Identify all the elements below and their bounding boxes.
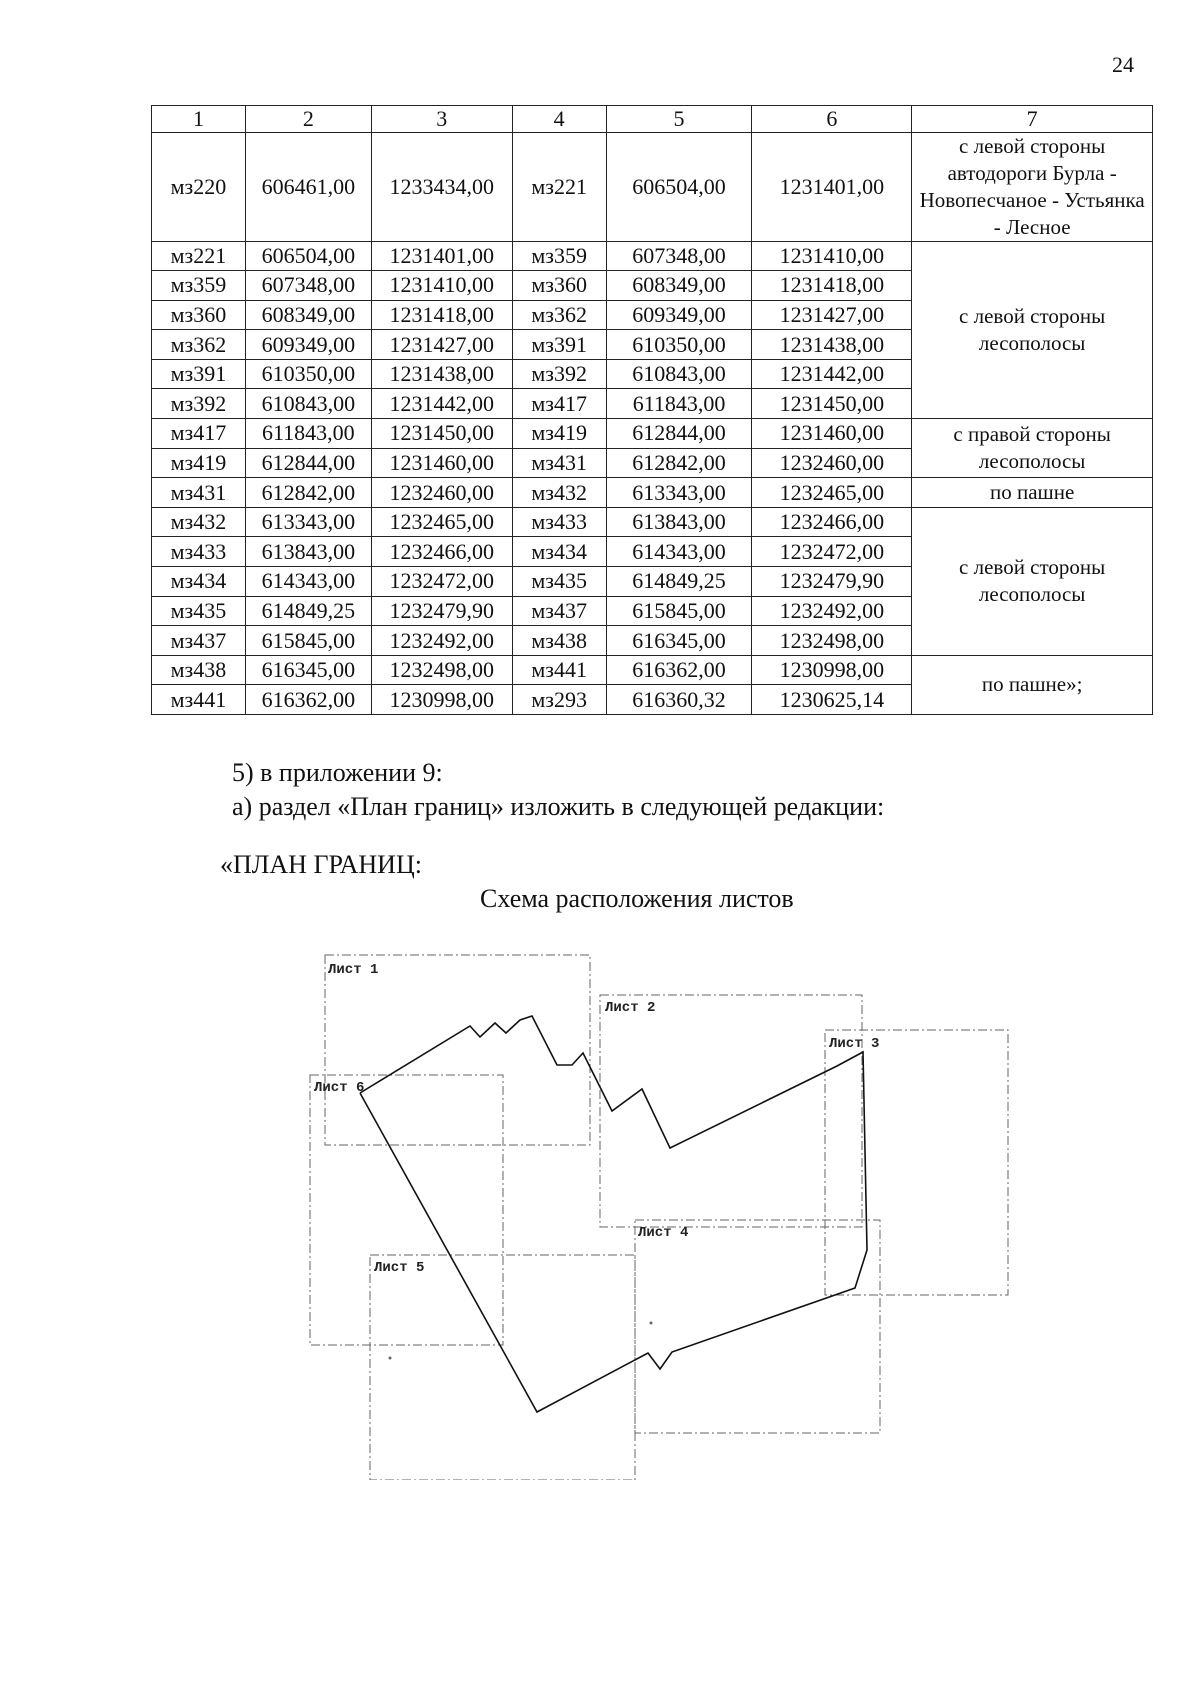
table-cell: 612842,00 <box>245 478 371 508</box>
description-cell: с правой стороны лесополосы <box>912 419 1153 478</box>
table-cell: 1230998,00 <box>752 655 912 685</box>
sheet-frame-6 <box>310 1075 503 1345</box>
sheet-label-4: Лист 4 <box>638 1225 689 1241</box>
table-cell: 610350,00 <box>245 359 371 389</box>
header-cell: 6 <box>752 106 912 133</box>
table-cell: 1232492,00 <box>752 596 912 626</box>
table-cell: 1231427,00 <box>752 300 912 330</box>
table-cell: 608349,00 <box>245 300 371 330</box>
table-cell: мз362 <box>152 330 246 360</box>
table-cell: 612842,00 <box>606 448 752 478</box>
boundary-coordinates-table <box>151 105 1153 715</box>
table-cell: мз433 <box>152 537 246 567</box>
sheet-label-5: Лист 5 <box>374 1260 425 1276</box>
table-cell: мз391 <box>512 330 606 360</box>
annex-item-text: 5) в приложении 9: <box>232 758 443 787</box>
table-cell: 1231460,00 <box>752 419 912 449</box>
table-cell: 1232492,00 <box>371 626 512 656</box>
table-cell: 1231418,00 <box>371 300 512 330</box>
table-cell: мз360 <box>152 300 246 330</box>
table-cell: мз438 <box>152 655 246 685</box>
table-cell: 610843,00 <box>245 389 371 419</box>
table-cell: 615845,00 <box>606 596 752 626</box>
plan-heading: «ПЛАН ГРАНИЦ: <box>220 850 422 879</box>
table-row <box>152 133 1153 242</box>
table-cell: мз437 <box>152 626 246 656</box>
table-cell: 616362,00 <box>245 685 371 715</box>
table-cell: 607348,00 <box>606 241 752 271</box>
table-cell: 1231427,00 <box>371 330 512 360</box>
table-cell: 609349,00 <box>606 300 752 330</box>
sheet-frame-4 <box>635 1220 880 1433</box>
table-cell: мз432 <box>152 507 246 537</box>
description-cell: с левой стороны лесополосы <box>912 507 1153 655</box>
table-cell: мз431 <box>152 478 246 508</box>
table-cell: 1231460,00 <box>371 448 512 478</box>
table-cell: 606504,00 <box>245 241 371 271</box>
description-cell: по пашне <box>912 478 1153 508</box>
header-cell: 7 <box>912 106 1153 133</box>
table-cell: 1231401,00 <box>371 241 512 271</box>
table-cell: 1232479,90 <box>371 596 512 626</box>
table-cell: 614849,25 <box>245 596 371 626</box>
table-cell: мз437 <box>512 596 606 626</box>
table-cell: мз391 <box>152 359 246 389</box>
table-cell: мз360 <box>512 271 606 301</box>
table-cell: 1230625,14 <box>752 685 912 715</box>
table-cell: мз434 <box>152 567 246 597</box>
header-cell: 1 <box>152 106 246 133</box>
table-cell: 1232466,00 <box>752 507 912 537</box>
map-dot <box>389 1357 392 1360</box>
table-cell: 1232460,00 <box>752 448 912 478</box>
table-cell: мз431 <box>512 448 606 478</box>
table-cell: 1232460,00 <box>371 478 512 508</box>
table-cell: мз293 <box>512 685 606 715</box>
table-cell: мз441 <box>152 685 246 715</box>
table-cell: 613343,00 <box>245 507 371 537</box>
sheet-layout-scheme <box>300 940 1060 1480</box>
table-cell: мз419 <box>152 448 246 478</box>
table-cell: 1232465,00 <box>371 507 512 537</box>
description-cell: с левой стороны автодороги Бурла - Новопесчаное - Устьянка - Лесное <box>912 133 1153 242</box>
table-cell: 1231410,00 <box>752 241 912 271</box>
table-cell: мз221 <box>512 133 606 242</box>
table-cell: 1232498,00 <box>371 655 512 685</box>
table-header-row <box>152 106 1153 133</box>
table-cell: 1232472,00 <box>752 537 912 567</box>
sheet-label-6: Лист 6 <box>314 1080 365 1096</box>
table-cell: мз435 <box>152 596 246 626</box>
description-cell: по пашне»; <box>912 655 1153 714</box>
table-cell: мз392 <box>512 359 606 389</box>
table-row <box>152 478 1153 508</box>
table-cell: 613843,00 <box>606 507 752 537</box>
table-cell: мз359 <box>512 241 606 271</box>
table-cell: 1231442,00 <box>752 359 912 389</box>
table-cell: мз432 <box>512 478 606 508</box>
table-cell: 1233434,00 <box>371 133 512 242</box>
table-cell: 1231442,00 <box>371 389 512 419</box>
table-cell: мз221 <box>152 241 246 271</box>
sheet-label-2: Лист 2 <box>605 1000 656 1016</box>
table-cell: 610350,00 <box>606 330 752 360</box>
table-cell: 606504,00 <box>606 133 752 242</box>
sheet-frame-2 <box>600 995 862 1227</box>
header-cell: 5 <box>606 106 752 133</box>
sheet-frame-1 <box>325 955 590 1145</box>
table-cell: 1232472,00 <box>371 567 512 597</box>
header-cell: 2 <box>245 106 371 133</box>
sheet-label-1: Лист 1 <box>328 962 379 978</box>
table-cell: 1231410,00 <box>371 271 512 301</box>
table-cell: мз359 <box>152 271 246 301</box>
table-cell: мз438 <box>512 626 606 656</box>
map-dot <box>650 1322 653 1325</box>
page-number: 24 <box>1112 52 1134 77</box>
table-cell: 608349,00 <box>606 271 752 301</box>
table-cell: 1231401,00 <box>752 133 912 242</box>
table-cell: 612844,00 <box>606 419 752 449</box>
table-cell: мз417 <box>512 389 606 419</box>
table-cell: 613843,00 <box>245 537 371 567</box>
table-cell: 611843,00 <box>245 419 371 449</box>
table-cell: 1232479,90 <box>752 567 912 597</box>
table-cell: 1231450,00 <box>371 419 512 449</box>
table-row <box>152 241 1153 271</box>
table-cell: мз362 <box>512 300 606 330</box>
table-cell: 1232498,00 <box>752 626 912 656</box>
table-row <box>152 655 1153 685</box>
table-row <box>152 507 1153 537</box>
table-cell: 616345,00 <box>245 655 371 685</box>
table-cell: 611843,00 <box>606 389 752 419</box>
sheet-frame-5 <box>370 1255 635 1480</box>
sheet-frame-3 <box>825 1030 1008 1295</box>
table-cell: 1231418,00 <box>752 271 912 301</box>
table-cell: 615845,00 <box>245 626 371 656</box>
table-cell: 1231438,00 <box>371 359 512 389</box>
table-cell: 614849,25 <box>606 567 752 597</box>
table-cell: 612844,00 <box>245 448 371 478</box>
table-cell: 1231438,00 <box>752 330 912 360</box>
header-cell: 4 <box>512 106 606 133</box>
table-cell: 616345,00 <box>606 626 752 656</box>
table-cell: мз220 <box>152 133 246 242</box>
section-amendment-text: а) раздел «План границ» изложить в следующей редакции: <box>232 792 885 821</box>
scheme-title: Схема расположения листов <box>480 884 794 913</box>
table-cell: 616362,00 <box>606 655 752 685</box>
table-cell: 614343,00 <box>606 537 752 567</box>
table-cell: 607348,00 <box>245 271 371 301</box>
table-cell: мз434 <box>512 537 606 567</box>
table-cell: 609349,00 <box>245 330 371 360</box>
table-cell: 616360,32 <box>606 685 752 715</box>
table-cell: 1232466,00 <box>371 537 512 567</box>
table-cell: 1232465,00 <box>752 478 912 508</box>
table-cell: 613343,00 <box>606 478 752 508</box>
table-cell: 610843,00 <box>606 359 752 389</box>
table-cell: 1230998,00 <box>371 685 512 715</box>
table-cell: мз435 <box>512 567 606 597</box>
header-cell: 3 <box>371 106 512 133</box>
table-cell: 614343,00 <box>245 567 371 597</box>
table-cell: мз433 <box>512 507 606 537</box>
description-cell: с левой стороны лесополосы <box>912 241 1153 419</box>
table-cell: мз419 <box>512 419 606 449</box>
table-row <box>152 419 1153 449</box>
table-cell: мз441 <box>512 655 606 685</box>
table-cell: мз417 <box>152 419 246 449</box>
sheet-label-3: Лист 3 <box>829 1036 880 1052</box>
table-cell: мз392 <box>152 389 246 419</box>
table-cell: 1231450,00 <box>752 389 912 419</box>
table-cell: 606461,00 <box>245 133 371 242</box>
